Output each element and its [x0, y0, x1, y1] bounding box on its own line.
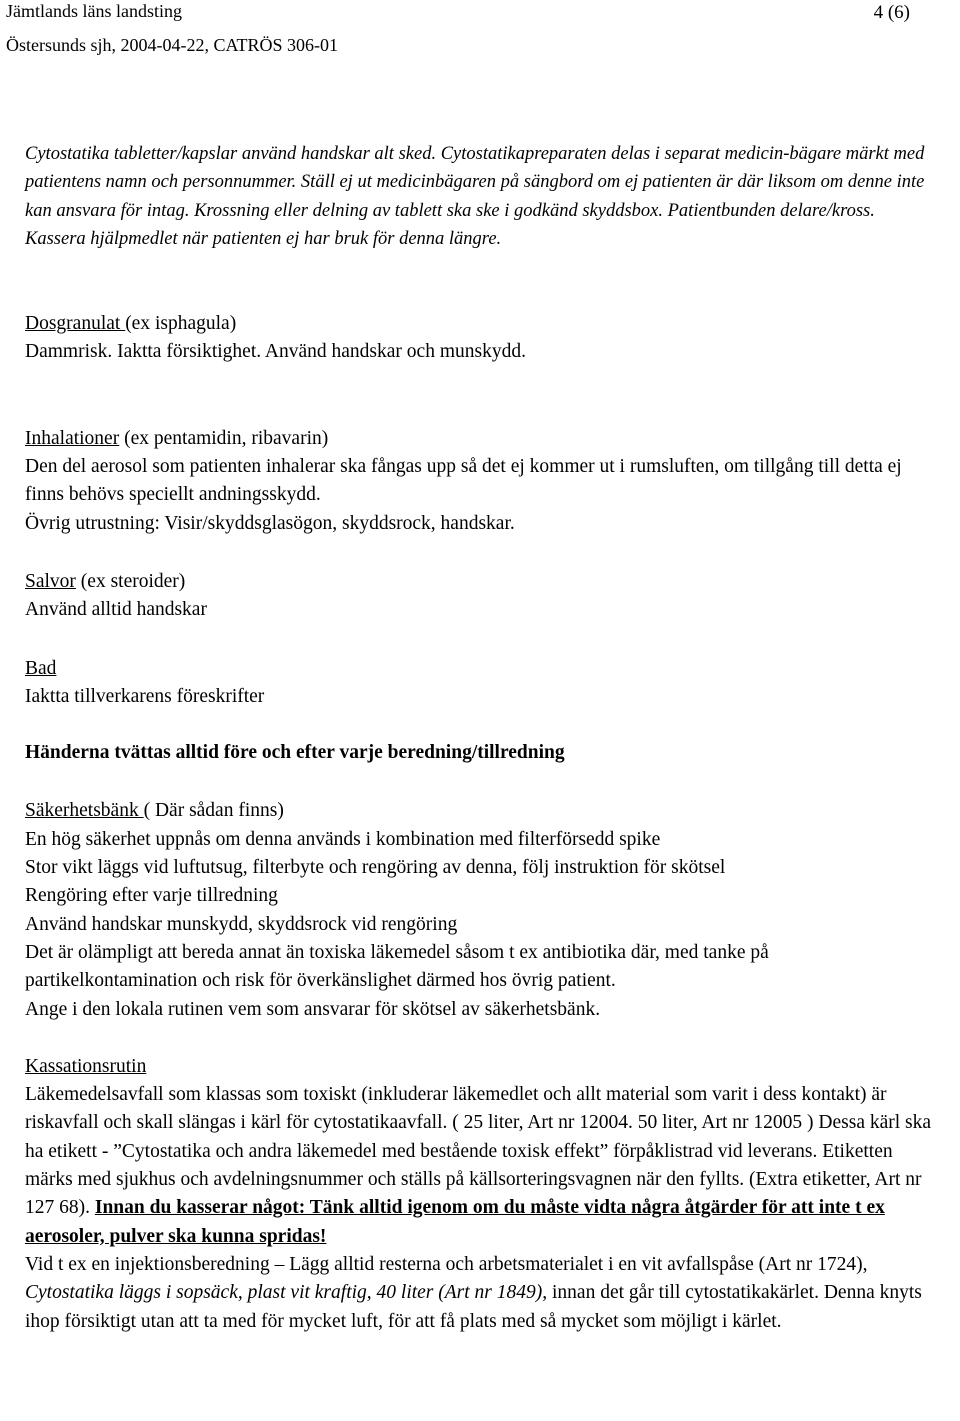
sakerhetsbank-heading: Säkerhetsbänk [25, 800, 144, 822]
kassation-warning: Innan du kasserar något: Tänk alltid igenom om du måste vidta några åtgärder för att inte t ex aerosoler, pulver ska kunna spridas! [25, 1197, 885, 1247]
kassation-section [25, 1053, 940, 1336]
sakerhetsbank-line: Använd handskar munskydd, skyddsrock vid rengöring [25, 913, 458, 935]
header-organization: Jämtlands läns landsting [6, 1, 182, 21]
dosgranulat-section [25, 310, 940, 367]
sakerhetsbank-subtitle: ( Där sådan finns) [143, 800, 284, 822]
kassation-paragraph [25, 1081, 940, 1251]
bad-section [25, 655, 940, 712]
sakerhetsbank-section [25, 797, 940, 1023]
kassation-p2-end: innan det går till cytostatikakärlet. Denna knyts ihop försiktigt utan att ta med för mycket luft, för att få plats med så mycket som möjligt i kärlet. [25, 1282, 922, 1332]
inhalationer-subtitle: (ex pentamidin, ribavarin) [119, 427, 329, 449]
dosgranulat-text: Dammrisk. Iaktta försiktighet. Använd handskar och munskydd. [25, 341, 526, 363]
inhalationer-section [25, 425, 940, 538]
kassation-heading: Kassationsrutin [25, 1055, 147, 1077]
dosgranulat-subtitle: (ex isphagula) [125, 313, 237, 335]
salvor-subtitle: (ex steroider) [75, 570, 186, 592]
inhalationer-text: Den del aerosol som patienten inhalerar ska fångas upp så det ej kommer ut i rumsluften, om tillgång till detta ej finns behövs speciellt andningsskydd. [25, 456, 902, 506]
header-reference: Östersunds sjh, 2004-04-22, CATRÖS 306-01 [6, 35, 339, 55]
document-body [25, 140, 940, 1336]
salvor-heading: Salvor [25, 570, 76, 592]
sakerhetsbank-line: Det är olämpligt att bereda annat än toxiska läkemedel såsom t ex antibiotika där, med tanke på partikelkontamination och risk för överkänslighet därmed hos övrig patient. [25, 941, 769, 992]
sakerhetsbank-line: Rengöring efter varje tillredning [25, 885, 278, 907]
dosgranulat-heading: Dosgranulat [25, 313, 126, 335]
bad-heading: Bad [25, 657, 57, 679]
sakerhetsbank-line: Ange i den lokala rutinen vem som ansvarar för skötsel av säkerhetsbänk. [25, 998, 601, 1020]
salvor-text: Använd alltid handskar [25, 599, 207, 621]
bad-text: Iaktta tillverkarens föreskrifter [25, 685, 265, 707]
page-number: 4 (6) [873, 2, 910, 23]
kassation-text: Läkemedelsavfall som klassas som toxiskt (inkluderar läkemedlet och allt material som varit i dess kontakt) är riskavfall och skall slängas i kärl för cytostatikaavfall. ( 25 liter, Art nr 12004. 50 liter, Art nr 12005 ) Dessa kärl ska ha etikett - ”Cytostatika och andra läkemedel med bestående toxisk effekt” förpåklistrad vid leverans. Etiketten märks med sjukhus och avdelningsnummer och ställs på källsorteringsvagnen när den fyllts. (Extra etiketter, Art nr 127 68). [25, 1084, 932, 1219]
kassation-p2-start: Vid t ex en injektionsberedning – Lägg alltid resterna och arbetsmaterialet i en vit avfallspåse (Art nr 1724), [25, 1253, 868, 1275]
sakerhetsbank-line: Stor vikt läggs vid luftutsug, filterbyte och rengöring av denna, följ instruktion för skötsel [25, 857, 726, 879]
kassation-paragraph-2 [25, 1251, 940, 1336]
tablets-paragraph: Cytostatika tabletter/kapslar använd handskar alt sked. Cytostatikapreparaten delas i separat medicin-bägare märkt med patientens namn och personnummer. Ställ ej ut medicinbägaren på sängbord om ej patienten är där liksom om denne inte kan ansvara för intag. Krossning eller delning av tablett ska ske i godkänd skyddsbox. Patientbunden delare/kross. Kassera hjälpmedlet när patienten ej har bruk för denna längre. [25, 144, 925, 249]
kassation-p2-italic: Cytostatika läggs i sopsäck, plast vit kraftig, 40 liter (Art nr 1849), [25, 1282, 548, 1304]
salvor-section [25, 568, 940, 625]
inhalationer-equipment: Övrig utrustning: Visir/skyddsglasögon, skyddsrock, handskar. [25, 512, 515, 534]
inhalationer-heading: Inhalationer [25, 427, 120, 449]
handwash-note: Händerna tvättas alltid före och efter varje beredning/tillredning [25, 742, 565, 764]
sakerhetsbank-line: En hög säkerhet uppnås om denna används i kombination med filterförsedd spike [25, 828, 661, 850]
